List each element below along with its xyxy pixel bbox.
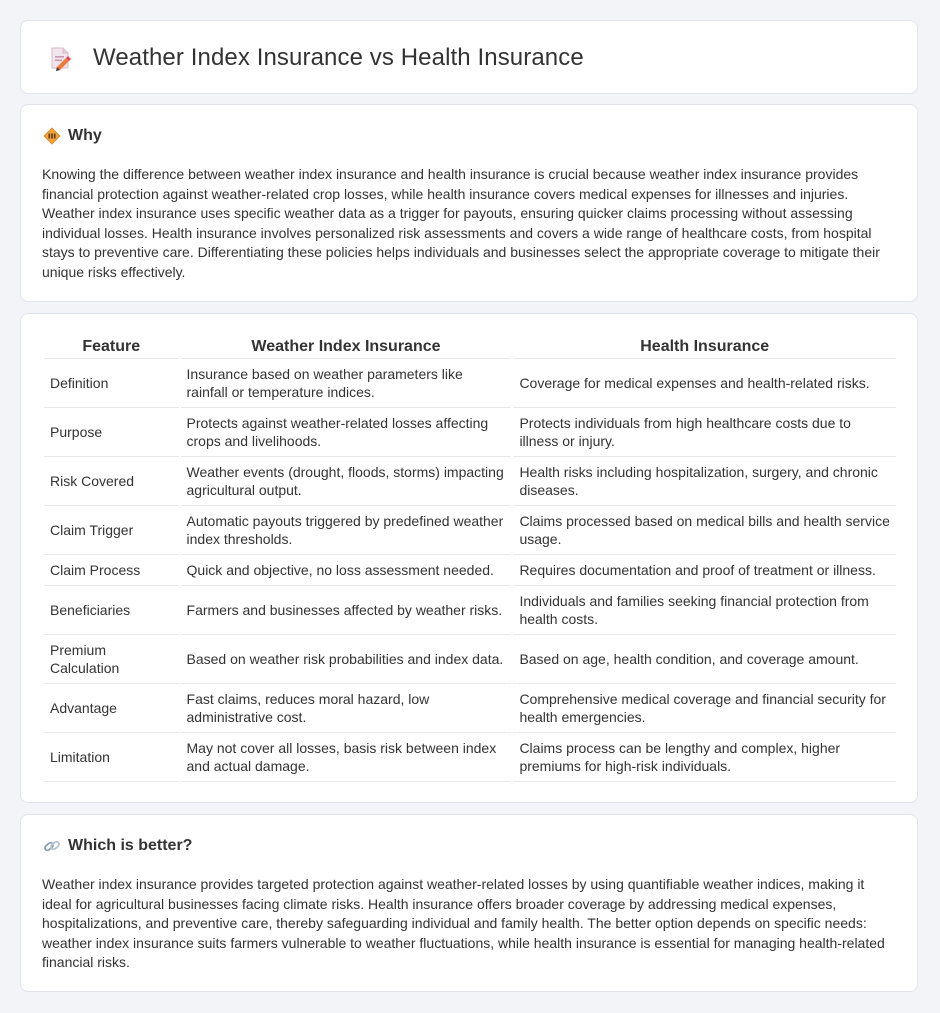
table-row	[44, 408, 896, 457]
feature-cell: Beneficiaries	[44, 586, 179, 635]
weather-cell: Farmers and businesses affected by weather risks.	[181, 586, 512, 635]
table-row	[44, 684, 896, 733]
table-row	[44, 359, 896, 408]
table-row	[44, 457, 896, 506]
title-row	[47, 44, 584, 72]
weather-cell: Insurance based on weather parameters like rainfall or temperature indices.	[181, 359, 512, 408]
weather-cell: Quick and objective, no loss assessment needed.	[181, 555, 512, 586]
table-row	[44, 586, 896, 635]
table-header-row	[44, 336, 896, 359]
feature-cell: Claim Trigger	[44, 506, 179, 555]
weather-cell: Automatic payouts triggered by predefined weather index thresholds.	[181, 506, 512, 555]
weather-cell: May not cover all losses, basis risk between index and actual damage.	[181, 733, 512, 782]
why-title: Why	[68, 127, 102, 144]
health-cell: Claims process can be lengthy and complex, higher premiums for high-risk individuals.	[513, 733, 896, 782]
column-header-weather: Weather Index Insurance	[181, 336, 512, 359]
better-heading	[43, 837, 192, 855]
feature-cell: Purpose	[44, 408, 179, 457]
document-pencil-icon	[47, 45, 73, 71]
better-title: Which is better?	[68, 837, 193, 854]
link-icon	[43, 837, 61, 855]
health-cell: Claims processed based on medical bills and health service usage.	[513, 506, 896, 555]
why-heading	[43, 127, 102, 145]
health-cell: Individuals and families seeking financial protection from health costs.	[513, 586, 896, 635]
why-text: Knowing the difference between weather index insurance and health insurance is crucial because weather index insurance provides financial protection against weather-related crop losses, while health insurance covers medical expenses for illnesses and injuries. Weather index insurance uses specific weather data as a trigger for payouts, ensuring quicker claims processing without assessing individual losses. Health insurance involves personalized risk assessments and covers a wide range of healthcare costs, from hospital stays to preventive care. Differentiating these policies helps individuals and businesses select the appropriate coverage to mitigate their unique risks effectively.	[42, 166, 880, 280]
column-header-health: Health Insurance	[513, 336, 896, 359]
feature-cell: Limitation	[44, 733, 179, 782]
page-title: Weather Index Insurance vs Health Insurance	[93, 44, 584, 71]
health-cell: Based on age, health condition, and coverage amount.	[513, 635, 896, 684]
table-row	[44, 555, 896, 586]
health-cell: Comprehensive medical coverage and financial security for health emergencies.	[513, 684, 896, 733]
feature-cell: Claim Process	[44, 555, 179, 586]
health-cell: Protects individuals from high healthcare costs due to illness or injury.	[513, 408, 896, 457]
feature-cell: Premium Calculation	[44, 635, 179, 684]
comparison-section	[20, 313, 918, 803]
weather-cell: Fast claims, reduces moral hazard, low administrative cost.	[181, 684, 512, 733]
comparison-table	[42, 336, 898, 782]
table-row	[44, 733, 896, 782]
header-card	[20, 20, 918, 94]
feature-cell: Definition	[44, 359, 179, 408]
why-section	[20, 104, 918, 302]
table-row	[44, 635, 896, 684]
feature-cell: Advantage	[44, 684, 179, 733]
health-cell: Requires documentation and proof of treatment or illness.	[513, 555, 896, 586]
column-header-feature: Feature	[44, 336, 179, 359]
health-cell: Health risks including hospitalization, surgery, and chronic diseases.	[513, 457, 896, 506]
health-cell: Coverage for medical expenses and health-related risks.	[513, 359, 896, 408]
table-row	[44, 506, 896, 555]
weather-cell: Protects against weather-related losses affecting crops and livelihoods.	[181, 408, 512, 457]
diamond-sign-icon	[43, 127, 61, 145]
feature-cell: Risk Covered	[44, 457, 179, 506]
which-is-better-section	[20, 814, 918, 992]
better-text: Weather index insurance provides targeted protection against weather-related losses by using quantifiable weather indices, making it ideal for agricultural businesses facing climate risks. Health insurance offers broader coverage by addressing medical expenses, hospitalizations, and preventive care, thereby safeguarding individual and family health. The better option depends on specific needs: weather index insurance suits farmers vulnerable to weather fluctuations, while health insurance is essential for managing health-related financial risks.	[42, 876, 885, 970]
weather-cell: Based on weather risk probabilities and index data.	[181, 635, 512, 684]
weather-cell: Weather events (drought, floods, storms) impacting agricultural output.	[181, 457, 512, 506]
